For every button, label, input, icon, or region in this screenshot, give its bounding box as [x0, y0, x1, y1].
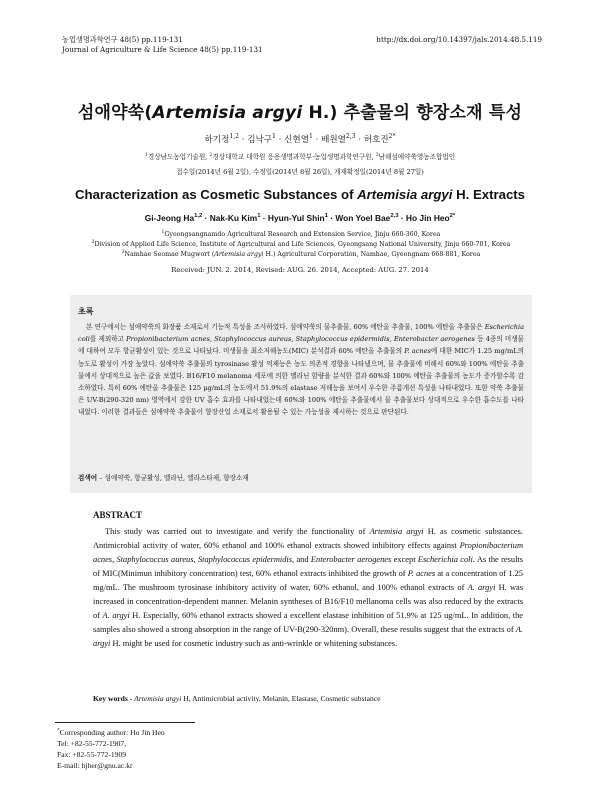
author-separator: · [278, 135, 282, 145]
footnote-line [57, 727, 165, 738]
abstract-text: H. Especially, 60% ethanol extracts showed a excellent elastase inhibition of 51.9% at 125 ug/mL. In addition, the samples also showed a strong absorption in the range of UV-B(290-320nm). Overall, these results suggest that the extracts of [93, 611, 523, 634]
title-korean [0, 98, 600, 123]
journal-name-ko: 농업생명과학연구 48(5) pp.119-131 [62, 35, 183, 44]
keywords-dash: – [97, 474, 105, 482]
title-english [0, 187, 600, 202]
author-affiliation-mark: 1 [257, 213, 261, 220]
author-name: 신현열 [284, 135, 310, 145]
korean-abstract-heading: 초록 [78, 307, 94, 316]
author-affiliation-mark: 2,3 [345, 133, 356, 141]
author-affiliation-mark: 2,3 [390, 213, 399, 220]
footnote-line: Tel: +82-55-772-1907, [57, 739, 127, 748]
title-ko-part: H.) [302, 103, 338, 123]
dates-korean: 접수일(2014년 6월 2일), 수정일(2014년 8월 26일), 게재확정일(2014년 8월 27일) [176, 168, 424, 176]
affiliation-text: 경상남도농업기술원, [147, 153, 210, 161]
korean-abstract-body [78, 321, 524, 419]
abstract-text: H. might be used for cosmetic industry such as anti-wrinkle or whitening substances. [110, 639, 398, 648]
footnote-email[interactable]: E-mail: hjher@gnu.ac.kr [57, 761, 133, 770]
keywords-label: 검색어 [78, 474, 98, 482]
affiliation-text: 경상대학교 대학원 응용생명과학부·농업생명과학연구원, [212, 153, 376, 161]
title-ko-part: 섬애약쑥( [77, 103, 153, 123]
author-affiliation-mark: 1 [324, 213, 328, 220]
abstract-species: Escherichia coli [78, 323, 524, 344]
abstract-species: Enterobacter aerogenes [310, 555, 392, 564]
author-name: Gi-Jeong Ha [144, 213, 195, 223]
abstract-species: A. argyi [93, 625, 523, 648]
author-affiliation-mark: 1 [309, 133, 313, 141]
author-name: Ho Jin Heo [405, 213, 450, 223]
footnote-mark: * [57, 727, 60, 734]
author-separator: · [204, 213, 208, 223]
footnote-divider [55, 722, 195, 723]
keywords-species: Artemisia argyi [134, 694, 182, 703]
author-separator: · [315, 135, 319, 145]
korean-keywords [78, 472, 249, 482]
keywords-dash: - [127, 694, 135, 703]
author-name: 허호진 [363, 135, 389, 145]
abstract-text: 를 제외하고 [89, 335, 127, 344]
author-affiliation-mark: 2* [388, 133, 396, 141]
abstract-text: except [391, 555, 418, 564]
author-separator: · [330, 213, 334, 223]
footnote-line: Fax: +82-55-772-1909 [57, 750, 127, 759]
abstract-text: 본 연구에서는 섬애약쑥의 화장품 소재로서 기능적 특성을 조사하였다. 섬애약쑥의 물추출물, 60% 에탄올 추출물, 100% 에탄올 추출물은 [86, 323, 485, 331]
affiliation-mark: 2 [209, 152, 213, 158]
affiliation-mark: 3 [375, 152, 379, 158]
journal-header [62, 35, 263, 55]
authors-korean [0, 133, 600, 145]
affiliation-mark: 3 [121, 249, 125, 255]
affiliation-line [62, 230, 540, 240]
affiliations-english [62, 230, 540, 260]
footnote-text: Corresponding author: Ho Jin Heo [59, 728, 165, 737]
author-name: Won Yoel Bae [335, 213, 391, 223]
english-keywords [93, 694, 381, 703]
affiliation-mark: 1 [144, 152, 148, 158]
title-en-species: Artemisia argyi [357, 187, 453, 202]
title-en-part: Characterization as Cosmetic Substances of [74, 187, 358, 202]
english-abstract-heading: ABSTRACT [93, 510, 143, 520]
abstract-text: 에 대한 MIC가 1.25 mg/mL의 농도로 활성이 가장 높았다. 섬애약쑥 추출물의 tyrosinase 활성 억제능은 농도 의존적 경향을 나타냈으며, 물 추출물에 비해서 60%와 100% 에탄올 추출물에서 상대적으로 높은 값을 보였다. B16/F10 melanoma 세포에 의한 멜라닌 함량을 분석한 결과 60%와 100% 에탄올 추출물의 농도가 증가할수록 감소하였다. 특히 60% 에탄올 추출물은 125 μg/mL의 농도에서 51.9%의 elastase 저해능을 보여서 우수한 주름개선 특성을 나타내었다. 또한 약쑥 추출물은 UV-B(290-320 nm) 영역에서 강한 UV 흡수 효과를 나타내었는데 60%와 100% 에탄올 추출물에서 물 추출물보다 상대적으로 우수한 흡수도를 나타내었다. 이러한 결과들은 섬애약쑥 추출물이 향장산업 소재로서 활용될 수 있는 가능성을 제시하는 것으로 판단된다. [78, 347, 525, 417]
author-affiliation-mark: 1,2 [229, 133, 239, 141]
abstract-species: P. acnes [404, 347, 431, 356]
title-ko-species: Artemisia argyi [152, 103, 303, 123]
affiliation-text: 남해섬애약쑥영농조합법인 [378, 153, 456, 161]
corresponding-author-footnote [57, 727, 165, 771]
keywords-text: 섬애약쑥, 항균활성, 멜라닌, 엘라스타제, 향장소재 [104, 474, 249, 482]
author-separator: · [358, 135, 362, 145]
affiliation-line [62, 240, 540, 250]
author-name: 배원열 [321, 135, 346, 145]
affiliation-text: Namhae Seomae Mugwort ( [124, 251, 215, 258]
abstract-text: 등 4종의 미생물에 대하여 모두 항균활성이 있는 것으로 나타났다. 미생물을 최소저해농도(MIC) 분석결과 60% 에탄올 추출물의 [78, 335, 524, 356]
affiliation-text: H.) Agricultural Corporation, Namhae, Gyeongnam 668-881, Korea [263, 251, 481, 258]
affiliations-korean [0, 151, 600, 161]
author-name: 하기정 [204, 135, 230, 145]
journal-name-en: Journal of Agriculture & Life Science 48(5) pp.119-131 [62, 45, 263, 54]
author-affiliation-mark: 1 [272, 133, 276, 141]
abstract-species: A. argyi [102, 611, 130, 620]
affiliation-mark: 1 [161, 229, 165, 235]
abstract-text: and [294, 555, 311, 564]
abstract-species: Escherichia coli. [417, 555, 475, 564]
abstract-text: H. as cosmetic substances. Antimicrobial activity of water, 60% ethanol and 100% ethanol extracts showed inhibitory effects against [93, 527, 523, 550]
author-name: Hyun-Yul Shin [267, 213, 325, 223]
affiliation-mark: 2 [91, 239, 95, 245]
affiliation-text: Division of Applied Life Science, Institute of Agricultural and Life Sciences, Gyeongsang National University, Jinju 660-701, Korea [94, 241, 511, 248]
abstract-species: A. argyi [467, 583, 496, 592]
author-separator: · [262, 213, 266, 223]
doi-link[interactable]: http://dx.doi.org/10.14397/jals.2014.48.5.119 [376, 35, 542, 44]
author-affiliation-mark: 1,2 [194, 213, 203, 220]
affiliation-line [62, 250, 540, 260]
author-affiliation-mark: 2* [449, 213, 456, 220]
keywords-text: H, Antimicrobial activity, Melanin, Elastase, Cosmetic substance [181, 694, 381, 703]
affiliation-text: Gyeongsangnamdo Agricultural Research and Extension Service, Jinju 660-360, Korea [164, 231, 441, 238]
abstract-species: Artemisia argyi [369, 527, 424, 536]
author-separator: · [241, 135, 245, 145]
author-separator: · [400, 213, 404, 223]
author-name: Nak-Ku Kim [209, 213, 258, 223]
abstract-species: P. acnes [407, 569, 436, 578]
affiliation-species: Artemisia argyi [214, 251, 264, 258]
author-name: 김낙구 [247, 135, 273, 145]
abstract-species: Propionibacterium acnes, Staphylococcus aureus, Staphylococcus epidermidis, [93, 541, 523, 564]
keywords-label: Key words [93, 694, 128, 703]
abstract-text: H. was increased in concentration-dependent manner. Melanin syntheses of B16/F10 mellanoma cells was also reduced by the extracts of [93, 583, 523, 620]
english-abstract-body [93, 525, 523, 651]
title-ko-part: 추출물의 향장소재 특성 [337, 103, 523, 123]
authors-english [0, 213, 600, 223]
abstract-text: at a concentration of 1.25 mg/mL. The mushroom tyrosinase inhibitory activity of water, 60% ethanol, and 100% ethanol extracts of [93, 569, 523, 592]
abstract-species: Propionibacterium acnes, Staphylococcus aureus, Staphylococcus epidermidis, Enterobacter aerogenes [126, 335, 475, 344]
title-en-part: H. Extracts [452, 187, 526, 202]
dates-english: Received: JUN. 2. 2014, Revised: AUG. 26. 2014, Accepted: AUG. 27. 2014 [171, 266, 429, 274]
abstract-text: As the results of MIC(Minimun inhibitory concentration) test, 60% ethanol extracts inhibited the growth of [93, 555, 524, 578]
abstract-text: This study was carried out to investigate and verify the functionality of [105, 527, 370, 536]
